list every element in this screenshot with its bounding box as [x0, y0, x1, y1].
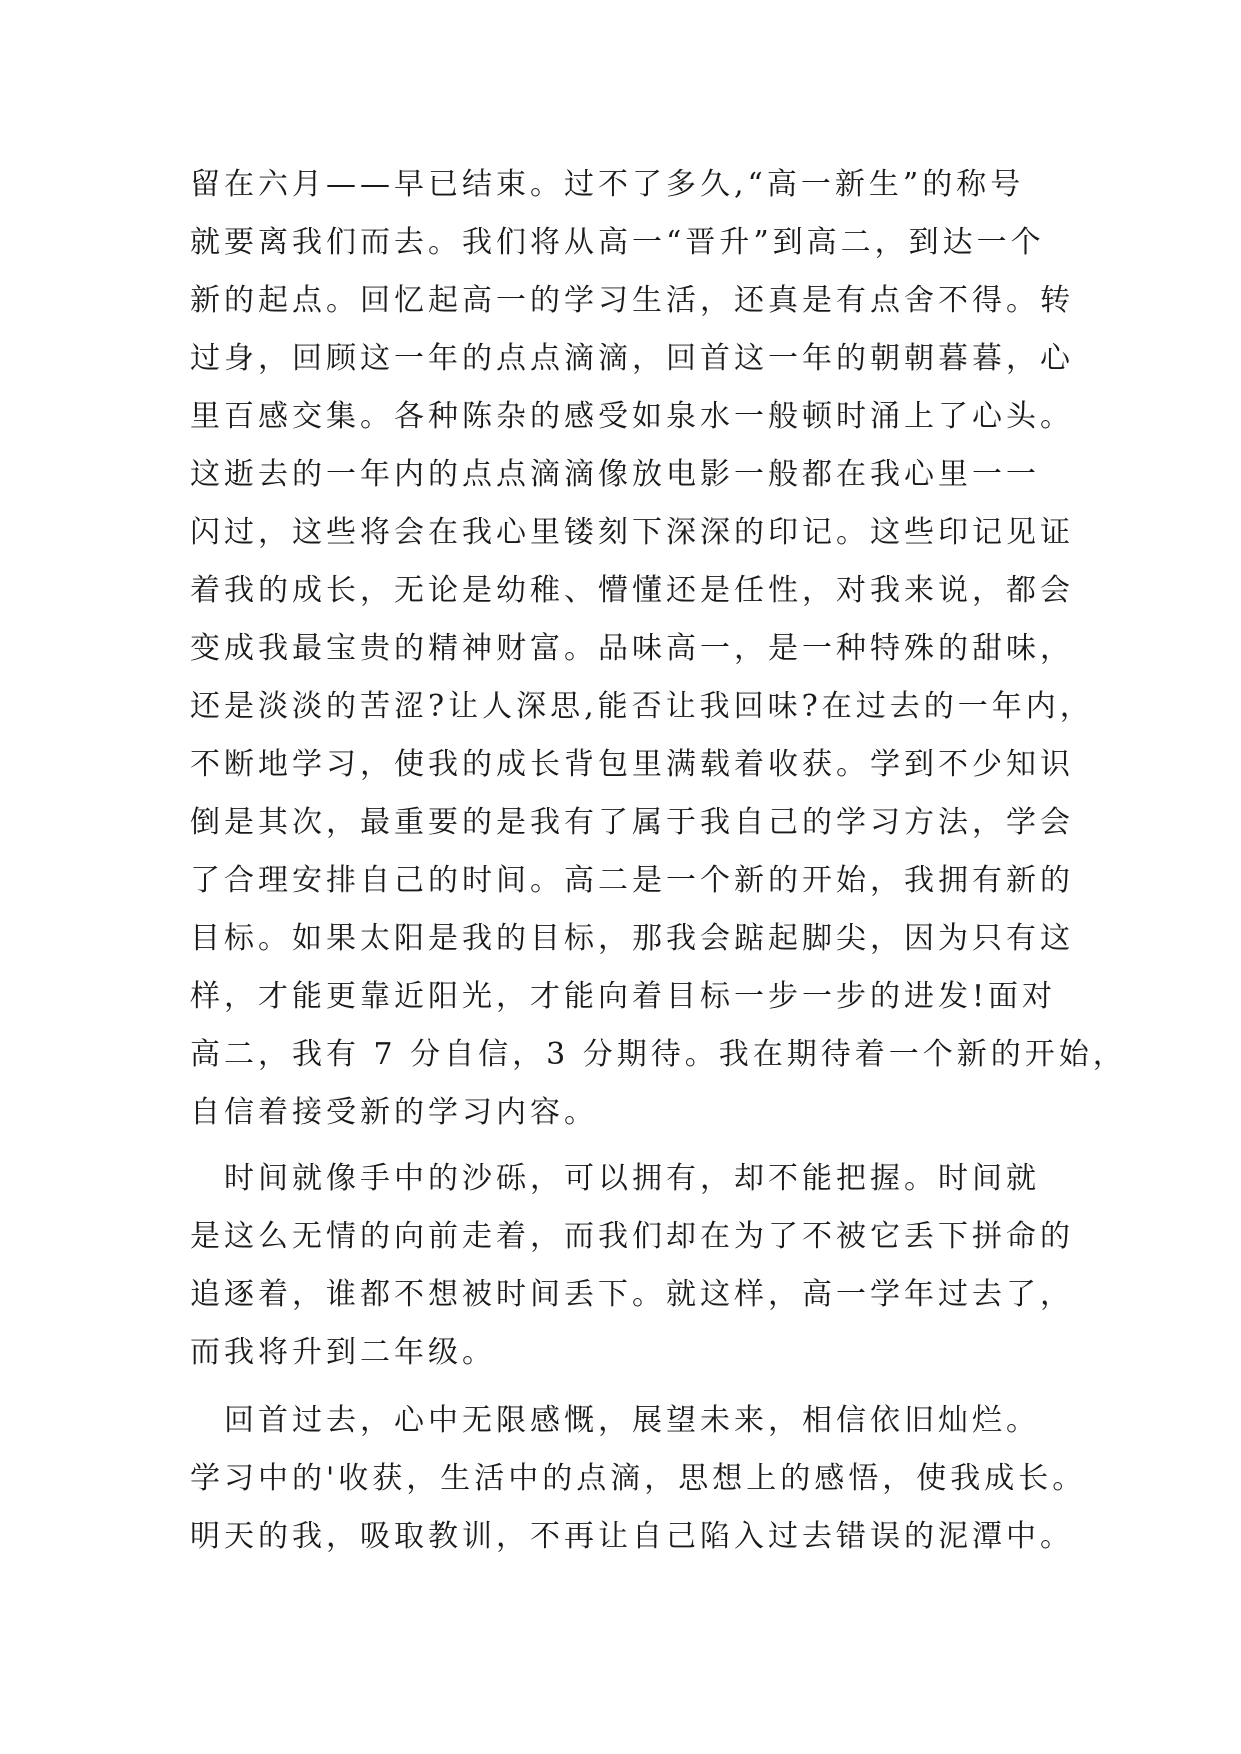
text-line: 里百感交集。各种陈杂的感受如泉水一般顿时涌上了心头。 — [190, 399, 1074, 434]
document-body — [190, 156, 1127, 1566]
text-line: 是这么无情的向前走着，而我们却在为了不被它丢下拼命的 — [190, 1219, 1074, 1254]
paragraph-3 — [190, 1392, 1087, 1566]
text-line: 新的起点。回忆起高一的学习生活，还真是有点舍不得。转 — [190, 283, 1074, 318]
paragraph-2 — [190, 1150, 1074, 1382]
text-line: 高二，我有 7 分自信，3 分期待。我在期待着一个新的开始， — [190, 1037, 1127, 1072]
text-line: 闪过，这些将会在我心里镂刻下深深的印记。这些印记见证 — [190, 515, 1074, 550]
text-line: 这逝去的一年内的点点滴滴像放电影一般都在我心里一一 — [190, 457, 1040, 492]
text-line: 时间就像手中的沙砾，可以拥有，却不能把握。时间就 — [190, 1161, 1040, 1196]
paragraph-1 — [190, 156, 1127, 1142]
text-line: 还是淡淡的苦涩?让人深思,能否让我回味?在过去的一年内， — [190, 689, 1094, 724]
text-line: 自信着接受新的学习内容。 — [190, 1095, 598, 1130]
text-line: 学习中的'收获，生活中的点滴，思想上的感悟，使我成长。 — [190, 1461, 1087, 1496]
text-line: 而我将升到二年级。 — [190, 1335, 496, 1370]
text-line: 回首过去，心中无限感慨，展望未来，相信依旧灿烂。 — [190, 1403, 1040, 1438]
text-line: 倒是其次，最重要的是我有了属于我自己的学习方法，学会 — [190, 805, 1074, 840]
text-line: 不断地学习，使我的成长背包里满载着收获。学到不少知识 — [190, 747, 1074, 782]
text-line: 了合理安排自己的时间。高二是一个新的开始，我拥有新的 — [190, 863, 1074, 898]
text-line: 着我的成长，无论是幼稚、懵懂还是任性，对我来说，都会 — [190, 573, 1074, 608]
text-line: 变成我最宝贵的精神财富。品味高一，是一种特殊的甜味， — [190, 631, 1074, 666]
text-line: 明天的我，吸取教训，不再让自己陷入过去错误的泥潭中。 — [190, 1519, 1074, 1554]
text-line: 就要离我们而去。我们将从高一“晋升”到高二，到达一个 — [190, 225, 1045, 260]
text-line: 留在六月——早已结束。过不了多久,“高一新生”的称号 — [190, 167, 1025, 202]
text-line: 样，才能更靠近阳光，才能向着目标一步一步的进发!面对 — [190, 979, 1057, 1014]
text-line: 过身，回顾这一年的点点滴滴，回首这一年的朝朝暮暮，心 — [190, 341, 1074, 376]
text-line: 追逐着，谁都不想被时间丢下。就这样，高一学年过去了， — [190, 1277, 1074, 1312]
text-line: 目标。如果太阳是我的目标，那我会踮起脚尖，因为只有这 — [190, 921, 1074, 956]
